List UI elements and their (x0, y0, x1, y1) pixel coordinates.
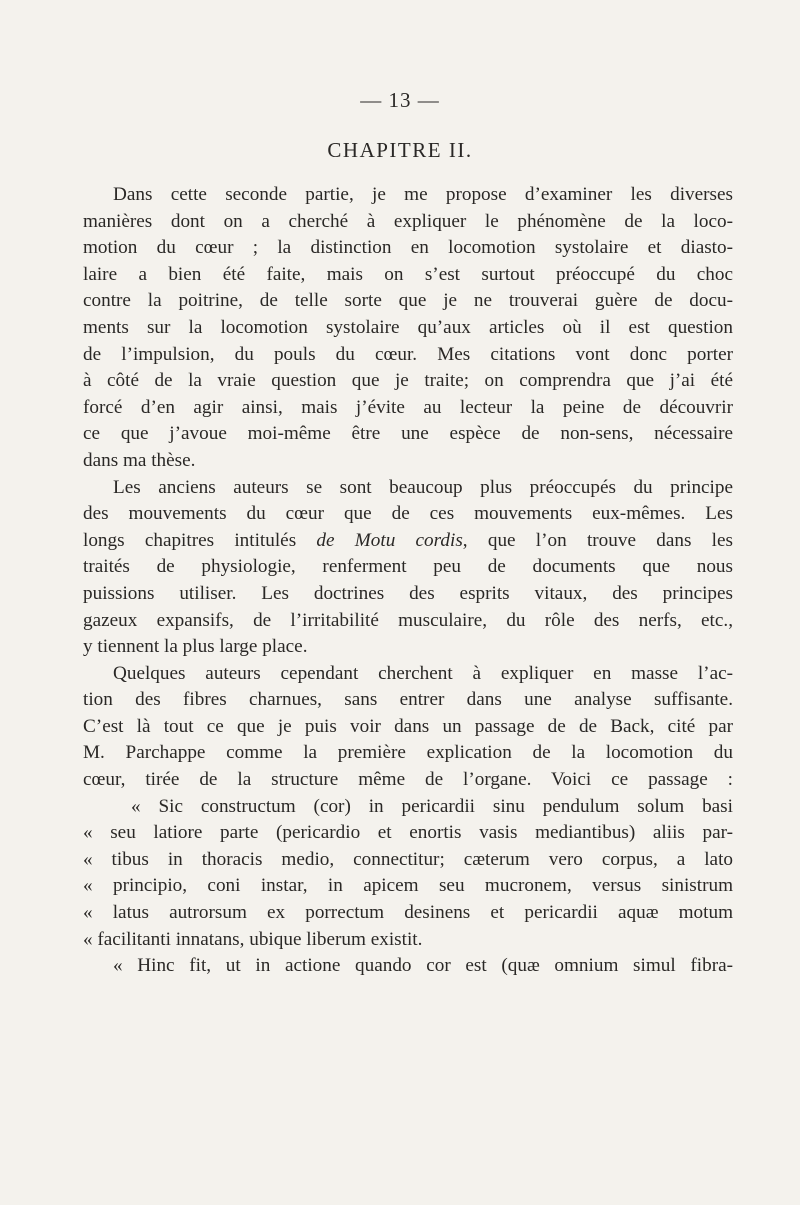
italic-title: de Motu cordis (316, 529, 463, 551)
latin-quote-line: « latus autrorsum ex porrectum desinens et pericardii aquæ motum (83, 902, 733, 924)
text-line: dans ma thèse. (83, 449, 196, 471)
text-line: Dans cette seconde partie, je me propose d’examiner les diverses (113, 184, 733, 205)
text-line: motion du cœur ; la distinction en locomotion systolaire et diasto- (83, 237, 733, 259)
text-line: tion des fibres charnues, sans entrer dans une analyse suffisante. (83, 689, 733, 711)
text-line: ments sur la locomotion systolaire qu’aux articles où il est question (83, 316, 733, 338)
text-line: C’est là tout ce que je puis voir dans un passage de de Back, cité par (83, 715, 733, 737)
text-line: M. Parchappe comme la première explication de la locomotion du (83, 742, 733, 764)
text-line: à côté de la vraie question que je traite; on comprendra que j’ai été (83, 370, 733, 392)
text-line: des mouvements du cœur que de ces mouvements eux-mêmes. Les (83, 503, 733, 525)
latin-quote-line: « Sic constructum (cor) in pericardii sinu pendulum solum basi (131, 795, 733, 817)
text-line: manières dont on a cherché à expliquer le phénomène de la loco- (83, 210, 733, 232)
latin-quote-line: « tibus in thoracis medio, connectitur; cæterum vero corpus, a lato (83, 848, 733, 870)
text-line: ce que j’avoue moi-même être une espèce de non-sens, nécessaire (83, 423, 733, 445)
latin-quote-line: « principio, coni instar, in apicem seu mucronem, versus sinistrum (83, 875, 733, 897)
text-line: cœur, tirée de la structure même de l’organe. Voici ce passage : (83, 769, 733, 791)
text-line: Quelques auteurs cependant cherchent à expliquer en masse l’ac- (113, 662, 733, 684)
text-line: forcé d’en agir ainsi, mais j’évite au lecteur la peine de découvrir (83, 396, 733, 418)
latin-quote-line: « seu latiore parte (pericardio et enortis vasis mediantibus) aliis par- (83, 822, 733, 844)
text-line: traités de physiologie, renferment peu de documents que nous (83, 556, 733, 578)
text-line: de l’impulsion, du pouls du cœur. Mes citations vont donc porter (83, 343, 733, 365)
text-line: y tiennent la plus large place. (83, 636, 308, 658)
text-line: longs chapitres intitulés de Motu cordis, que l’on trouve dans les (83, 529, 733, 551)
page-number: — 13 — (360, 88, 440, 112)
latin-quote-line: « Hinc fit, ut in actione quando cor est (quæ omnium simul fibra- (113, 955, 733, 977)
latin-quote-line: « facilitanti innatans, ubique liberum existit. (83, 928, 423, 950)
text-line: contre la poitrine, de telle sorte que je ne trouverai guère de docu- (83, 290, 733, 312)
body-text (83, 182, 733, 980)
text-line: puissions utiliser. Les doctrines des esprits vitaux, des principes (83, 582, 733, 604)
chapter-title: CHAPITRE II. (327, 138, 473, 162)
text-line: laire a bien été faite, mais on s’est surtout préoccupé du choc (83, 263, 733, 285)
text-line: gazeux expansifs, de l’irritabilité musculaire, du rôle des nerfs, etc., (83, 609, 733, 631)
text-line: Les anciens auteurs se sont beaucoup plus préoccupés du principe (113, 476, 733, 498)
